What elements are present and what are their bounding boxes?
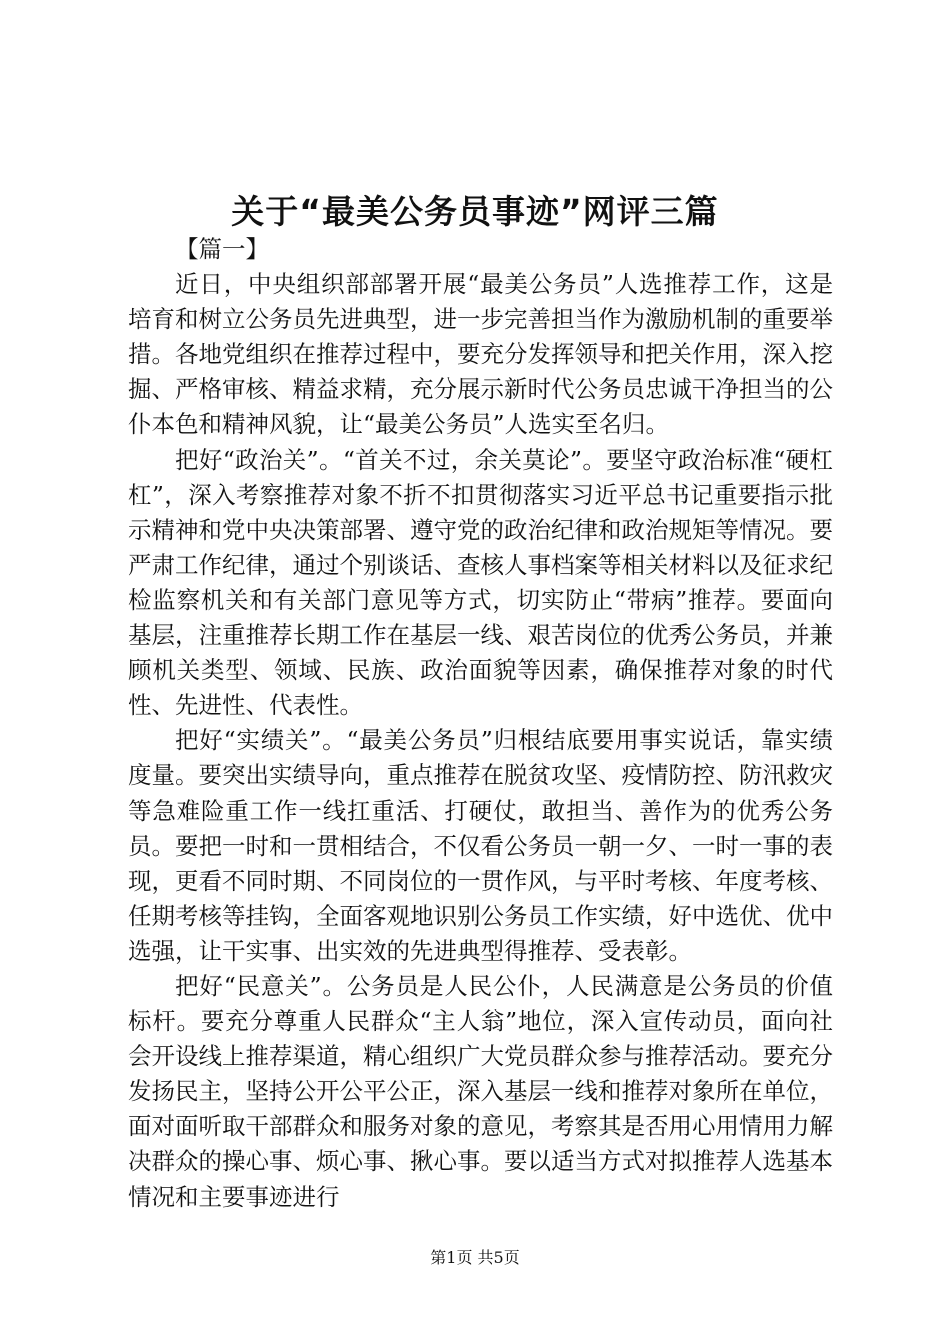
paragraph-performance: 把好“实绩关”。“最美公务员”归根结底要用事实说话，靠实绩度量。要突出实绩导向，重点推荐在脱贫攻坚、疫情防控、防汛救灾等急难险重工作一线扛重活、打硬仗，敢担当、善作为的优秀公务员。要把一时和一贯相结合，不仅看公务员一朝一夕、一时一事的表现，更看不同时期、不同岗位的一贯作风，与平时考核、年度考核、任期考核等挂钩，全面客观地识别公务员工作实绩，好中选优、优中选强，让干实事、出实效的先进典型得推荐、受表彰。 xyxy=(128,726,833,965)
document-title: 关于“最美公务员事迹”网评三篇 xyxy=(231,192,719,231)
paragraph-intro: 近日，中央组织部部署开展“最美公务员”人选推荐工作，这是培育和树立公务员先进典型，进一步完善担当作为激励机制的重要举措。各地党组织在推荐过程中，要充分发挥领导和把关作用，深入挖掘、严格审核、精益求精，充分展示新时代公务员忠诚干净担当的公仆本色和精神风貌，让“最美公务员”人选实至名归。 xyxy=(128,270,833,439)
page-footer: 第1页 共5页 xyxy=(430,1248,520,1267)
paragraph-public-opinion: 把好“民意关”。公务员是人民公仆，人民满意是公务员的价值标杆。要充分尊重人民群众“主人翁”地位，深入宣传动员，面向社会开设线上推荐渠道，精心组织广大党员群众参与推荐活动。要充分发扬民主，坚持公开公平公正，深入基层一线和推荐对象所在单位，面对面听取干部群众和服务对象的意见，考察其是否用心用情用力解决群众的操心事、烦心事、揪心事。要以适当方式对拟推荐人选基本情况和主要事迹进行 xyxy=(128,971,833,1211)
document-body xyxy=(128,232,833,1215)
paragraph-political: 把好“政治关”。“首关不过，余关莫论”。要坚守政治标准“硬杠杠”，深入考察推荐对象不折不扣贯彻落实习近平总书记重要指示批示精神和党中央决策部署、遵守党的政治纪律和政治规矩等情况。要严肃工作纪律，通过个别谈话、查核人事档案等相关材料以及征求纪检监察机关和有关部门意见等方式，切实防止“带病”推荐。要面向基层，注重推荐长期工作在基层一线、艰苦岗位的优秀公务员，并兼顾机关类型、领域、民族、政治面貌等因素，确保推荐对象的时代性、先进性、代表性。 xyxy=(128,445,833,720)
section-label: 【篇一】 xyxy=(175,235,269,263)
